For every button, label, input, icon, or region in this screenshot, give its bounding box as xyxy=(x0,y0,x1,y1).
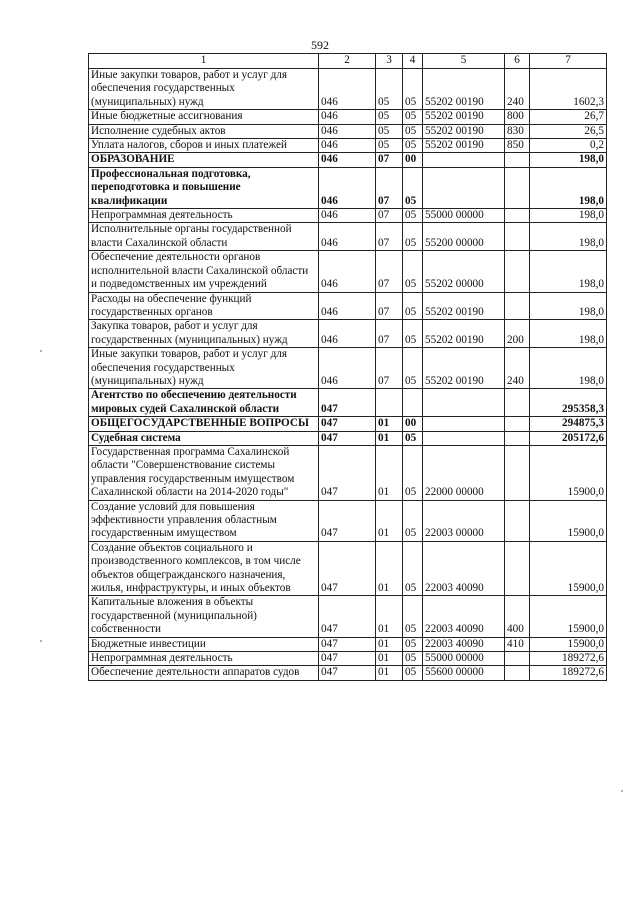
row-expense-type: 240 xyxy=(505,348,530,389)
row-amount: 0,2 xyxy=(530,139,607,153)
row-subsection-code: 05 xyxy=(403,69,423,110)
row-target-code xyxy=(423,389,505,417)
header-col-7: 7 xyxy=(530,54,607,69)
row-expense-type xyxy=(505,167,530,208)
row-section-code: 05 xyxy=(376,139,403,153)
row-target-code: 55200 00000 xyxy=(423,223,505,251)
row-name-cell: Бюджетные инвестиции xyxy=(89,637,319,651)
table-row xyxy=(89,637,607,651)
row-expense-type: 850 xyxy=(505,139,530,153)
scan-speck xyxy=(40,350,42,352)
row-name-cell: Иные бюджетные ассигнования xyxy=(89,110,319,124)
row-amount: 198,0 xyxy=(530,209,607,223)
table-row xyxy=(89,596,607,637)
row-section-code: 07 xyxy=(376,348,403,389)
row-name-cell: Уплата налогов, сборов и иных платежей xyxy=(89,139,319,153)
row-name-cell: Профессиональная подготовка, переподготовка и повышение квалификации xyxy=(89,167,319,208)
row-target-code: 22003 40090 xyxy=(423,596,505,637)
row-expense-type xyxy=(505,445,530,500)
table-row xyxy=(89,320,607,348)
row-amount: 189272,6 xyxy=(530,666,607,680)
row-subsection-code: 05 xyxy=(403,139,423,153)
row-admin-code: 047 xyxy=(319,596,376,637)
row-section-code: 01 xyxy=(376,431,403,445)
row-amount: 205172,6 xyxy=(530,431,607,445)
row-expense-type: 410 xyxy=(505,637,530,651)
row-target-code: 55202 00190 xyxy=(423,292,505,320)
row-admin-code: 046 xyxy=(319,139,376,153)
row-name-cell: Иные закупки товаров, работ и услуг для обеспечения государственных (муниципальных) нужд xyxy=(89,69,319,110)
row-expense-type xyxy=(505,431,530,445)
row-amount: 1602,3 xyxy=(530,69,607,110)
table-body xyxy=(89,69,607,681)
row-amount: 294875,3 xyxy=(530,417,607,431)
row-target-code xyxy=(423,417,505,431)
row-expense-type xyxy=(505,292,530,320)
header-col-2: 2 xyxy=(319,54,376,69)
row-target-code: 22000 00000 xyxy=(423,445,505,500)
row-admin-code: 046 xyxy=(319,69,376,110)
row-admin-code: 046 xyxy=(319,292,376,320)
row-subsection-code: 05 xyxy=(403,652,423,666)
table-row xyxy=(89,666,607,680)
row-expense-type xyxy=(505,417,530,431)
row-admin-code: 046 xyxy=(319,320,376,348)
row-admin-code: 047 xyxy=(319,541,376,596)
row-amount: 15900,0 xyxy=(530,445,607,500)
table-row xyxy=(89,348,607,389)
row-section-code: 07 xyxy=(376,167,403,208)
row-expense-type: 200 xyxy=(505,320,530,348)
row-subsection-code: 05 xyxy=(403,292,423,320)
row-expense-type: 240 xyxy=(505,69,530,110)
row-amount: 15900,0 xyxy=(530,637,607,651)
row-admin-code: 046 xyxy=(319,110,376,124)
row-admin-code: 047 xyxy=(319,666,376,680)
row-subsection-code: 00 xyxy=(403,417,423,431)
row-subsection-code xyxy=(403,389,423,417)
row-section-code: 05 xyxy=(376,110,403,124)
row-amount: 198,0 xyxy=(530,223,607,251)
row-section-code: 01 xyxy=(376,500,403,541)
row-target-code: 55202 00190 xyxy=(423,348,505,389)
row-target-code: 22003 00000 xyxy=(423,500,505,541)
header-col-5: 5 xyxy=(423,54,505,69)
header-row xyxy=(89,54,607,69)
row-section-code: 07 xyxy=(376,292,403,320)
row-amount: 198,0 xyxy=(530,348,607,389)
row-admin-code: 047 xyxy=(319,652,376,666)
table-row xyxy=(89,292,607,320)
row-admin-code: 047 xyxy=(319,389,376,417)
row-admin-code: 047 xyxy=(319,445,376,500)
row-target-code: 55000 00000 xyxy=(423,652,505,666)
table-row xyxy=(89,500,607,541)
row-section-code: 07 xyxy=(376,153,403,167)
row-expense-type xyxy=(505,209,530,223)
row-amount: 26,5 xyxy=(530,124,607,138)
row-subsection-code: 05 xyxy=(403,637,423,651)
row-admin-code: 046 xyxy=(319,223,376,251)
row-subsection-code: 05 xyxy=(403,124,423,138)
row-target-code xyxy=(423,153,505,167)
table-row xyxy=(89,139,607,153)
table-row xyxy=(89,167,607,208)
table-row xyxy=(89,223,607,251)
table-row xyxy=(89,389,607,417)
row-subsection-code: 05 xyxy=(403,251,423,292)
row-expense-type xyxy=(505,666,530,680)
row-target-code: 55202 00190 xyxy=(423,110,505,124)
row-expense-type: 800 xyxy=(505,110,530,124)
row-target-code: 22003 40090 xyxy=(423,541,505,596)
row-expense-type xyxy=(505,500,530,541)
row-section-code: 01 xyxy=(376,596,403,637)
row-target-code: 55202 00190 xyxy=(423,69,505,110)
row-section-code xyxy=(376,389,403,417)
row-name-cell: Агентство по обеспечению деятельности мировых судей Сахалинской области xyxy=(89,389,319,417)
row-amount: 198,0 xyxy=(530,153,607,167)
row-name-cell: Обеспечение деятельности органов исполнительной власти Сахалинской области и подведомственных им учреждений xyxy=(89,251,319,292)
table-row xyxy=(89,445,607,500)
row-admin-code: 047 xyxy=(319,500,376,541)
row-name-cell: Капитальные вложения в объекты государственной (муниципальной) собственности xyxy=(89,596,319,637)
row-subsection-code: 05 xyxy=(403,431,423,445)
row-name-cell: ОБЩЕГОСУДАРСТВЕННЫЕ ВОПРОСЫ xyxy=(89,417,319,431)
row-expense-type xyxy=(505,652,530,666)
row-target-code: 55202 00000 xyxy=(423,251,505,292)
row-admin-code: 046 xyxy=(319,251,376,292)
row-section-code: 07 xyxy=(376,209,403,223)
row-amount: 198,0 xyxy=(530,167,607,208)
row-subsection-code: 05 xyxy=(403,110,423,124)
row-amount: 26,7 xyxy=(530,110,607,124)
row-section-code: 07 xyxy=(376,223,403,251)
row-subsection-code: 05 xyxy=(403,596,423,637)
row-admin-code: 047 xyxy=(319,431,376,445)
row-name-cell: Непрограммная деятельность xyxy=(89,209,319,223)
table-row xyxy=(89,652,607,666)
row-amount: 198,0 xyxy=(530,251,607,292)
row-name-cell: Исполнительные органы государственной власти Сахалинской области xyxy=(89,223,319,251)
row-section-code: 07 xyxy=(376,320,403,348)
row-amount: 295358,3 xyxy=(530,389,607,417)
row-expense-type xyxy=(505,153,530,167)
row-admin-code: 046 xyxy=(319,124,376,138)
row-target-code: 55600 00000 xyxy=(423,666,505,680)
scan-speck xyxy=(40,640,42,642)
row-target-code xyxy=(423,431,505,445)
row-amount: 15900,0 xyxy=(530,500,607,541)
row-section-code: 01 xyxy=(376,445,403,500)
row-amount: 198,0 xyxy=(530,320,607,348)
row-section-code: 01 xyxy=(376,541,403,596)
row-name-cell: Иные закупки товаров, работ и услуг для обеспечения государственных (муниципальных) нужд xyxy=(89,348,319,389)
row-admin-code: 047 xyxy=(319,637,376,651)
row-expense-type xyxy=(505,251,530,292)
row-name-cell: Исполнение судебных актов xyxy=(89,124,319,138)
row-admin-code: 046 xyxy=(319,167,376,208)
table-row xyxy=(89,417,607,431)
row-name-cell: Создание объектов социального и производственного комплексов, в том числе объектов общегражданского назначения, жилья, инфраструктуры, и иных объектов xyxy=(89,541,319,596)
table-row xyxy=(89,251,607,292)
table-row xyxy=(89,209,607,223)
row-target-code: 22003 40090 xyxy=(423,637,505,651)
row-subsection-code: 05 xyxy=(403,209,423,223)
row-expense-type xyxy=(505,389,530,417)
page-number: 592 xyxy=(311,38,329,52)
scan-speck xyxy=(621,790,623,792)
row-section-code: 07 xyxy=(376,251,403,292)
row-name-cell: Государственная программа Сахалинской области "Совершенствование системы управления государственным имуществом Сахалинской области на 2014-2020 годы" xyxy=(89,445,319,500)
row-name-cell: Непрограммная деятельность xyxy=(89,652,319,666)
row-section-code: 01 xyxy=(376,417,403,431)
header-col-4: 4 xyxy=(403,54,423,69)
header-col-1: 1 xyxy=(89,54,319,69)
row-name-cell: Создание условий для повышения эффективности управления областным государственным имуществом xyxy=(89,500,319,541)
row-subsection-code: 05 xyxy=(403,348,423,389)
row-section-code: 01 xyxy=(376,652,403,666)
row-amount: 198,0 xyxy=(530,292,607,320)
row-name-cell: Закупка товаров, работ и услуг для государственных (муниципальных) нужд xyxy=(89,320,319,348)
row-target-code xyxy=(423,167,505,208)
row-admin-code: 046 xyxy=(319,153,376,167)
row-admin-code: 046 xyxy=(319,209,376,223)
table-row xyxy=(89,69,607,110)
row-amount: 15900,0 xyxy=(530,541,607,596)
row-subsection-code: 05 xyxy=(403,541,423,596)
row-subsection-code: 05 xyxy=(403,167,423,208)
row-section-code: 01 xyxy=(376,637,403,651)
row-section-code: 05 xyxy=(376,69,403,110)
row-target-code: 55000 00000 xyxy=(423,209,505,223)
header-col-6: 6 xyxy=(505,54,530,69)
row-section-code: 05 xyxy=(376,124,403,138)
row-subsection-code: 05 xyxy=(403,500,423,541)
row-amount: 189272,6 xyxy=(530,652,607,666)
row-amount: 15900,0 xyxy=(530,596,607,637)
row-target-code: 55202 00190 xyxy=(423,139,505,153)
row-subsection-code: 05 xyxy=(403,445,423,500)
row-subsection-code: 00 xyxy=(403,153,423,167)
row-subsection-code: 05 xyxy=(403,223,423,251)
row-target-code: 55202 00190 xyxy=(423,124,505,138)
row-subsection-code: 05 xyxy=(403,320,423,348)
row-subsection-code: 05 xyxy=(403,666,423,680)
table-row xyxy=(89,541,607,596)
header-col-3: 3 xyxy=(376,54,403,69)
row-name-cell: Судебная система xyxy=(89,431,319,445)
row-expense-type xyxy=(505,541,530,596)
row-name-cell: Обеспечение деятельности аппаратов судов xyxy=(89,666,319,680)
row-section-code: 01 xyxy=(376,666,403,680)
table-row xyxy=(89,431,607,445)
table-row xyxy=(89,110,607,124)
row-expense-type: 400 xyxy=(505,596,530,637)
table-row xyxy=(89,153,607,167)
row-expense-type xyxy=(505,223,530,251)
row-expense-type: 830 xyxy=(505,124,530,138)
row-admin-code: 047 xyxy=(319,417,376,431)
row-name-cell: ОБРАЗОВАНИЕ xyxy=(89,153,319,167)
table-row xyxy=(89,124,607,138)
row-name-cell: Расходы на обеспечение функций государственных органов xyxy=(89,292,319,320)
row-target-code: 55202 00190 xyxy=(423,320,505,348)
budget-table xyxy=(88,53,607,681)
row-admin-code: 046 xyxy=(319,348,376,389)
